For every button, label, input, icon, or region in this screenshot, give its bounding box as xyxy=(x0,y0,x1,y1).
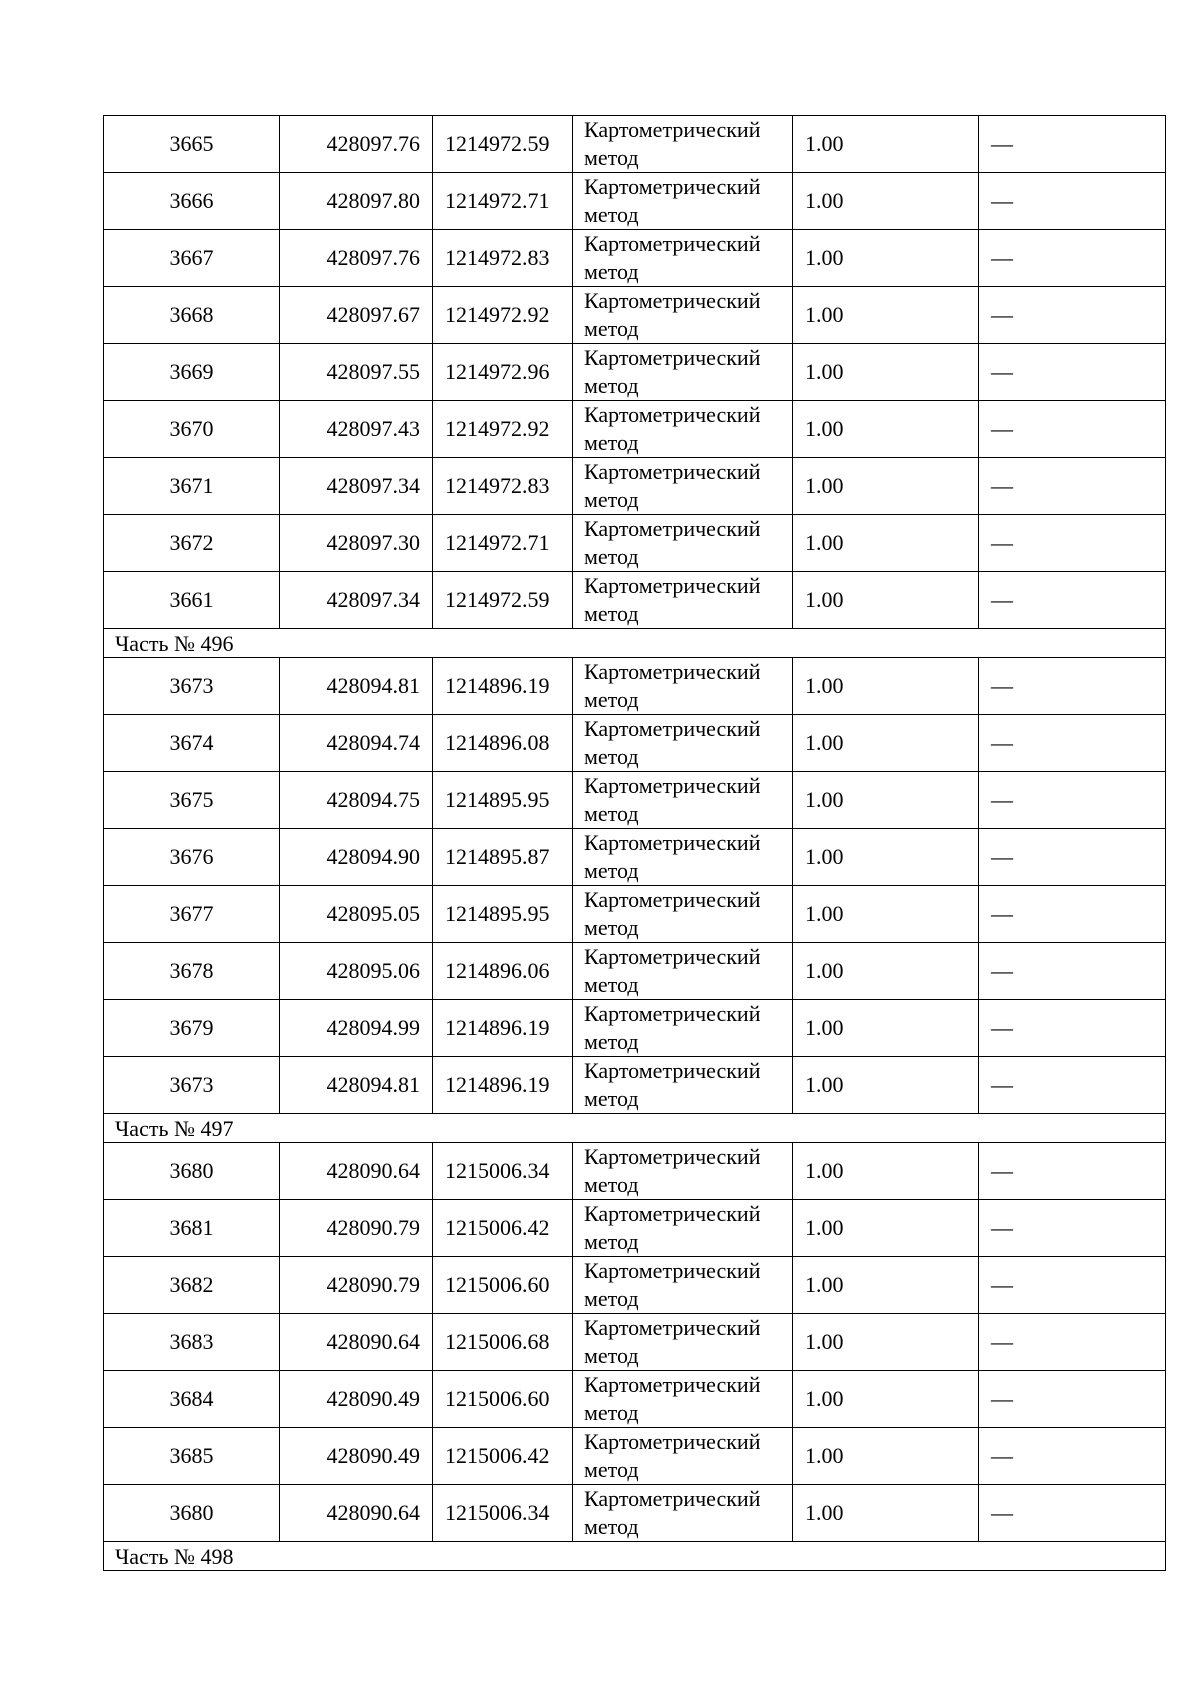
precision-cell: 1.00 xyxy=(793,829,979,886)
method-line-1: Картометрический xyxy=(584,1258,761,1283)
y-coordinate-cell: 1214972.83 xyxy=(433,458,573,515)
method-line-1: Картометрический xyxy=(584,459,761,484)
coordinates-table-body xyxy=(104,116,1166,1571)
x-coordinate-cell: 428097.55 xyxy=(280,344,433,401)
method-line-1: Картометрический xyxy=(584,402,761,427)
description-cell: — xyxy=(979,1314,1166,1371)
method-line-1: Картометрический xyxy=(584,345,761,370)
x-coordinate-cell: 428094.90 xyxy=(280,829,433,886)
method-line-2: метод xyxy=(584,972,639,997)
part-header-row xyxy=(104,1542,1166,1571)
method-line-2: метод xyxy=(584,801,639,826)
description-cell: — xyxy=(979,715,1166,772)
y-coordinate-cell: 1214895.95 xyxy=(433,772,573,829)
y-coordinate-cell: 1214972.92 xyxy=(433,401,573,458)
part-label: Часть № 496 xyxy=(104,629,1166,658)
method-cell xyxy=(573,458,793,515)
point-number-cell: 3667 xyxy=(104,230,280,287)
method-cell xyxy=(573,829,793,886)
table-row xyxy=(104,230,1166,287)
method-cell xyxy=(573,572,793,629)
point-number-cell: 3670 xyxy=(104,401,280,458)
description-cell: — xyxy=(979,943,1166,1000)
method-line-1: Картометрический xyxy=(584,1315,761,1340)
description-cell: — xyxy=(979,572,1166,629)
precision-cell: 1.00 xyxy=(793,1371,979,1428)
precision-cell: 1.00 xyxy=(793,116,979,173)
method-line-1: Картометрический xyxy=(584,659,761,684)
x-coordinate-cell: 428097.76 xyxy=(280,230,433,287)
point-number-cell: 3674 xyxy=(104,715,280,772)
x-coordinate-cell: 428097.34 xyxy=(280,572,433,629)
method-line-2: метод xyxy=(584,1172,639,1197)
precision-cell: 1.00 xyxy=(793,572,979,629)
method-line-1: Картометрический xyxy=(584,887,761,912)
table-row xyxy=(104,458,1166,515)
y-coordinate-cell: 1214895.87 xyxy=(433,829,573,886)
method-line-2: метод xyxy=(584,1029,639,1054)
x-coordinate-cell: 428094.75 xyxy=(280,772,433,829)
description-cell: — xyxy=(979,116,1166,173)
method-line-2: метод xyxy=(584,487,639,512)
precision-cell: 1.00 xyxy=(793,1143,979,1200)
table-row xyxy=(104,116,1166,173)
method-line-1: Картометрический xyxy=(584,773,761,798)
x-coordinate-cell: 428090.64 xyxy=(280,1314,433,1371)
description-cell: — xyxy=(979,829,1166,886)
point-number-cell: 3671 xyxy=(104,458,280,515)
x-coordinate-cell: 428090.64 xyxy=(280,1143,433,1200)
description-cell: — xyxy=(979,458,1166,515)
y-coordinate-cell: 1215006.42 xyxy=(433,1200,573,1257)
description-cell: — xyxy=(979,1143,1166,1200)
method-cell xyxy=(573,1057,793,1114)
method-line-1: Картометрический xyxy=(584,516,761,541)
table-row xyxy=(104,772,1166,829)
method-cell xyxy=(573,715,793,772)
description-cell: — xyxy=(979,1257,1166,1314)
point-number-cell: 3661 xyxy=(104,572,280,629)
x-coordinate-cell: 428097.34 xyxy=(280,458,433,515)
precision-cell: 1.00 xyxy=(793,1428,979,1485)
method-line-1: Картометрический xyxy=(584,1372,761,1397)
x-coordinate-cell: 428095.05 xyxy=(280,886,433,943)
method-line-2: метод xyxy=(584,145,639,170)
point-number-cell: 3680 xyxy=(104,1485,280,1542)
method-cell xyxy=(573,230,793,287)
x-coordinate-cell: 428097.76 xyxy=(280,116,433,173)
method-cell xyxy=(573,943,793,1000)
method-line-1: Картометрический xyxy=(584,1429,761,1454)
coordinates-table xyxy=(103,115,1166,1571)
method-cell xyxy=(573,116,793,173)
method-cell xyxy=(573,1314,793,1371)
precision-cell: 1.00 xyxy=(793,658,979,715)
y-coordinate-cell: 1215006.68 xyxy=(433,1314,573,1371)
y-coordinate-cell: 1214896.06 xyxy=(433,943,573,1000)
table-row xyxy=(104,572,1166,629)
method-line-1: Картометрический xyxy=(584,231,761,256)
y-coordinate-cell: 1214972.92 xyxy=(433,287,573,344)
method-cell xyxy=(573,1000,793,1057)
description-cell: — xyxy=(979,1000,1166,1057)
method-line-2: метод xyxy=(584,259,639,284)
method-line-2: метод xyxy=(584,373,639,398)
description-cell: — xyxy=(979,1428,1166,1485)
method-line-1: Картометрический xyxy=(584,1486,761,1511)
description-cell: — xyxy=(979,886,1166,943)
x-coordinate-cell: 428097.80 xyxy=(280,173,433,230)
precision-cell: 1.00 xyxy=(793,230,979,287)
y-coordinate-cell: 1214972.71 xyxy=(433,173,573,230)
table-row xyxy=(104,1371,1166,1428)
precision-cell: 1.00 xyxy=(793,344,979,401)
table-row xyxy=(104,1200,1166,1257)
point-number-cell: 3672 xyxy=(104,515,280,572)
precision-cell: 1.00 xyxy=(793,1257,979,1314)
method-line-1: Картометрический xyxy=(584,573,761,598)
method-cell xyxy=(573,515,793,572)
method-line-1: Картометрический xyxy=(584,174,761,199)
description-cell: — xyxy=(979,287,1166,344)
method-cell xyxy=(573,1200,793,1257)
point-number-cell: 3669 xyxy=(104,344,280,401)
x-coordinate-cell: 428097.30 xyxy=(280,515,433,572)
y-coordinate-cell: 1214896.08 xyxy=(433,715,573,772)
part-label: Часть № 498 xyxy=(104,1542,1166,1571)
method-line-1: Картометрический xyxy=(584,1144,761,1169)
method-line-2: метод xyxy=(584,202,639,227)
point-number-cell: 3685 xyxy=(104,1428,280,1485)
part-label: Часть № 497 xyxy=(104,1114,1166,1143)
method-cell xyxy=(573,1428,793,1485)
point-number-cell: 3676 xyxy=(104,829,280,886)
point-number-cell: 3666 xyxy=(104,173,280,230)
x-coordinate-cell: 428090.49 xyxy=(280,1428,433,1485)
x-coordinate-cell: 428094.81 xyxy=(280,1057,433,1114)
precision-cell: 1.00 xyxy=(793,287,979,344)
x-coordinate-cell: 428094.81 xyxy=(280,658,433,715)
x-coordinate-cell: 428097.43 xyxy=(280,401,433,458)
table-row xyxy=(104,658,1166,715)
method-line-2: метод xyxy=(584,430,639,455)
y-coordinate-cell: 1214896.19 xyxy=(433,658,573,715)
method-line-2: метод xyxy=(584,915,639,940)
precision-cell: 1.00 xyxy=(793,1200,979,1257)
point-number-cell: 3683 xyxy=(104,1314,280,1371)
method-line-1: Картометрический xyxy=(584,716,761,741)
precision-cell: 1.00 xyxy=(793,515,979,572)
point-number-cell: 3668 xyxy=(104,287,280,344)
table-row xyxy=(104,1257,1166,1314)
description-cell: — xyxy=(979,401,1166,458)
precision-cell: 1.00 xyxy=(793,1000,979,1057)
table-row xyxy=(104,886,1166,943)
method-line-2: метод xyxy=(584,744,639,769)
x-coordinate-cell: 428097.67 xyxy=(280,287,433,344)
y-coordinate-cell: 1214896.19 xyxy=(433,1000,573,1057)
precision-cell: 1.00 xyxy=(793,715,979,772)
point-number-cell: 3665 xyxy=(104,116,280,173)
y-coordinate-cell: 1214972.71 xyxy=(433,515,573,572)
method-line-1: Картометрический xyxy=(584,830,761,855)
method-line-1: Картометрический xyxy=(584,117,761,142)
description-cell: — xyxy=(979,1057,1166,1114)
y-coordinate-cell: 1214896.19 xyxy=(433,1057,573,1114)
table-row xyxy=(104,287,1166,344)
method-line-2: метод xyxy=(584,858,639,883)
table-row xyxy=(104,401,1166,458)
point-number-cell: 3673 xyxy=(104,658,280,715)
x-coordinate-cell: 428090.49 xyxy=(280,1371,433,1428)
x-coordinate-cell: 428090.79 xyxy=(280,1200,433,1257)
table-row xyxy=(104,1057,1166,1114)
description-cell: — xyxy=(979,344,1166,401)
description-cell: — xyxy=(979,658,1166,715)
table-row xyxy=(104,1428,1166,1485)
description-cell: — xyxy=(979,1485,1166,1542)
method-cell xyxy=(573,287,793,344)
point-number-cell: 3681 xyxy=(104,1200,280,1257)
method-line-2: метод xyxy=(584,1343,639,1368)
method-cell xyxy=(573,1371,793,1428)
point-number-cell: 3677 xyxy=(104,886,280,943)
table-row xyxy=(104,1143,1166,1200)
precision-cell: 1.00 xyxy=(793,943,979,1000)
table-row xyxy=(104,1000,1166,1057)
table-row xyxy=(104,1485,1166,1542)
precision-cell: 1.00 xyxy=(793,1314,979,1371)
y-coordinate-cell: 1214972.59 xyxy=(433,572,573,629)
x-coordinate-cell: 428095.06 xyxy=(280,943,433,1000)
description-cell: — xyxy=(979,772,1166,829)
method-line-2: метод xyxy=(584,1286,639,1311)
description-cell: — xyxy=(979,1200,1166,1257)
point-number-cell: 3684 xyxy=(104,1371,280,1428)
method-line-1: Картометрический xyxy=(584,1058,761,1083)
y-coordinate-cell: 1215006.60 xyxy=(433,1257,573,1314)
precision-cell: 1.00 xyxy=(793,772,979,829)
y-coordinate-cell: 1215006.34 xyxy=(433,1143,573,1200)
method-line-1: Картометрический xyxy=(584,1201,761,1226)
description-cell: — xyxy=(979,1371,1166,1428)
description-cell: — xyxy=(979,515,1166,572)
point-number-cell: 3680 xyxy=(104,1143,280,1200)
method-cell xyxy=(573,344,793,401)
method-line-2: метод xyxy=(584,1457,639,1482)
precision-cell: 1.00 xyxy=(793,886,979,943)
description-cell: — xyxy=(979,173,1166,230)
method-line-2: метод xyxy=(584,1229,639,1254)
method-cell xyxy=(573,1485,793,1542)
method-line-1: Картометрический xyxy=(584,1001,761,1026)
x-coordinate-cell: 428090.64 xyxy=(280,1485,433,1542)
x-coordinate-cell: 428094.74 xyxy=(280,715,433,772)
y-coordinate-cell: 1214972.83 xyxy=(433,230,573,287)
part-header-row xyxy=(104,629,1166,658)
y-coordinate-cell: 1214972.96 xyxy=(433,344,573,401)
point-number-cell: 3678 xyxy=(104,943,280,1000)
y-coordinate-cell: 1215006.42 xyxy=(433,1428,573,1485)
precision-cell: 1.00 xyxy=(793,1057,979,1114)
table-row xyxy=(104,173,1166,230)
method-line-2: метод xyxy=(584,1400,639,1425)
precision-cell: 1.00 xyxy=(793,1485,979,1542)
x-coordinate-cell: 428090.79 xyxy=(280,1257,433,1314)
point-number-cell: 3682 xyxy=(104,1257,280,1314)
method-line-2: метод xyxy=(584,316,639,341)
method-cell xyxy=(573,1143,793,1200)
point-number-cell: 3675 xyxy=(104,772,280,829)
table-row xyxy=(104,515,1166,572)
precision-cell: 1.00 xyxy=(793,458,979,515)
y-coordinate-cell: 1214972.59 xyxy=(433,116,573,173)
method-cell xyxy=(573,772,793,829)
table-row xyxy=(104,829,1166,886)
method-line-2: метод xyxy=(584,1514,639,1539)
point-number-cell: 3679 xyxy=(104,1000,280,1057)
method-line-1: Картометрический xyxy=(584,288,761,313)
precision-cell: 1.00 xyxy=(793,173,979,230)
table-row xyxy=(104,715,1166,772)
method-cell xyxy=(573,1257,793,1314)
description-cell: — xyxy=(979,230,1166,287)
method-line-2: метод xyxy=(584,1086,639,1111)
method-cell xyxy=(573,401,793,458)
method-line-2: метод xyxy=(584,601,639,626)
method-line-2: метод xyxy=(584,544,639,569)
method-cell xyxy=(573,658,793,715)
table-row xyxy=(104,943,1166,1000)
method-line-1: Картометрический xyxy=(584,944,761,969)
point-number-cell: 3673 xyxy=(104,1057,280,1114)
y-coordinate-cell: 1215006.34 xyxy=(433,1485,573,1542)
method-cell xyxy=(573,173,793,230)
part-header-row xyxy=(104,1114,1166,1143)
method-cell xyxy=(573,886,793,943)
x-coordinate-cell: 428094.99 xyxy=(280,1000,433,1057)
precision-cell: 1.00 xyxy=(793,401,979,458)
table-row xyxy=(104,344,1166,401)
table-row xyxy=(104,1314,1166,1371)
method-line-2: метод xyxy=(584,687,639,712)
y-coordinate-cell: 1215006.60 xyxy=(433,1371,573,1428)
y-coordinate-cell: 1214895.95 xyxy=(433,886,573,943)
